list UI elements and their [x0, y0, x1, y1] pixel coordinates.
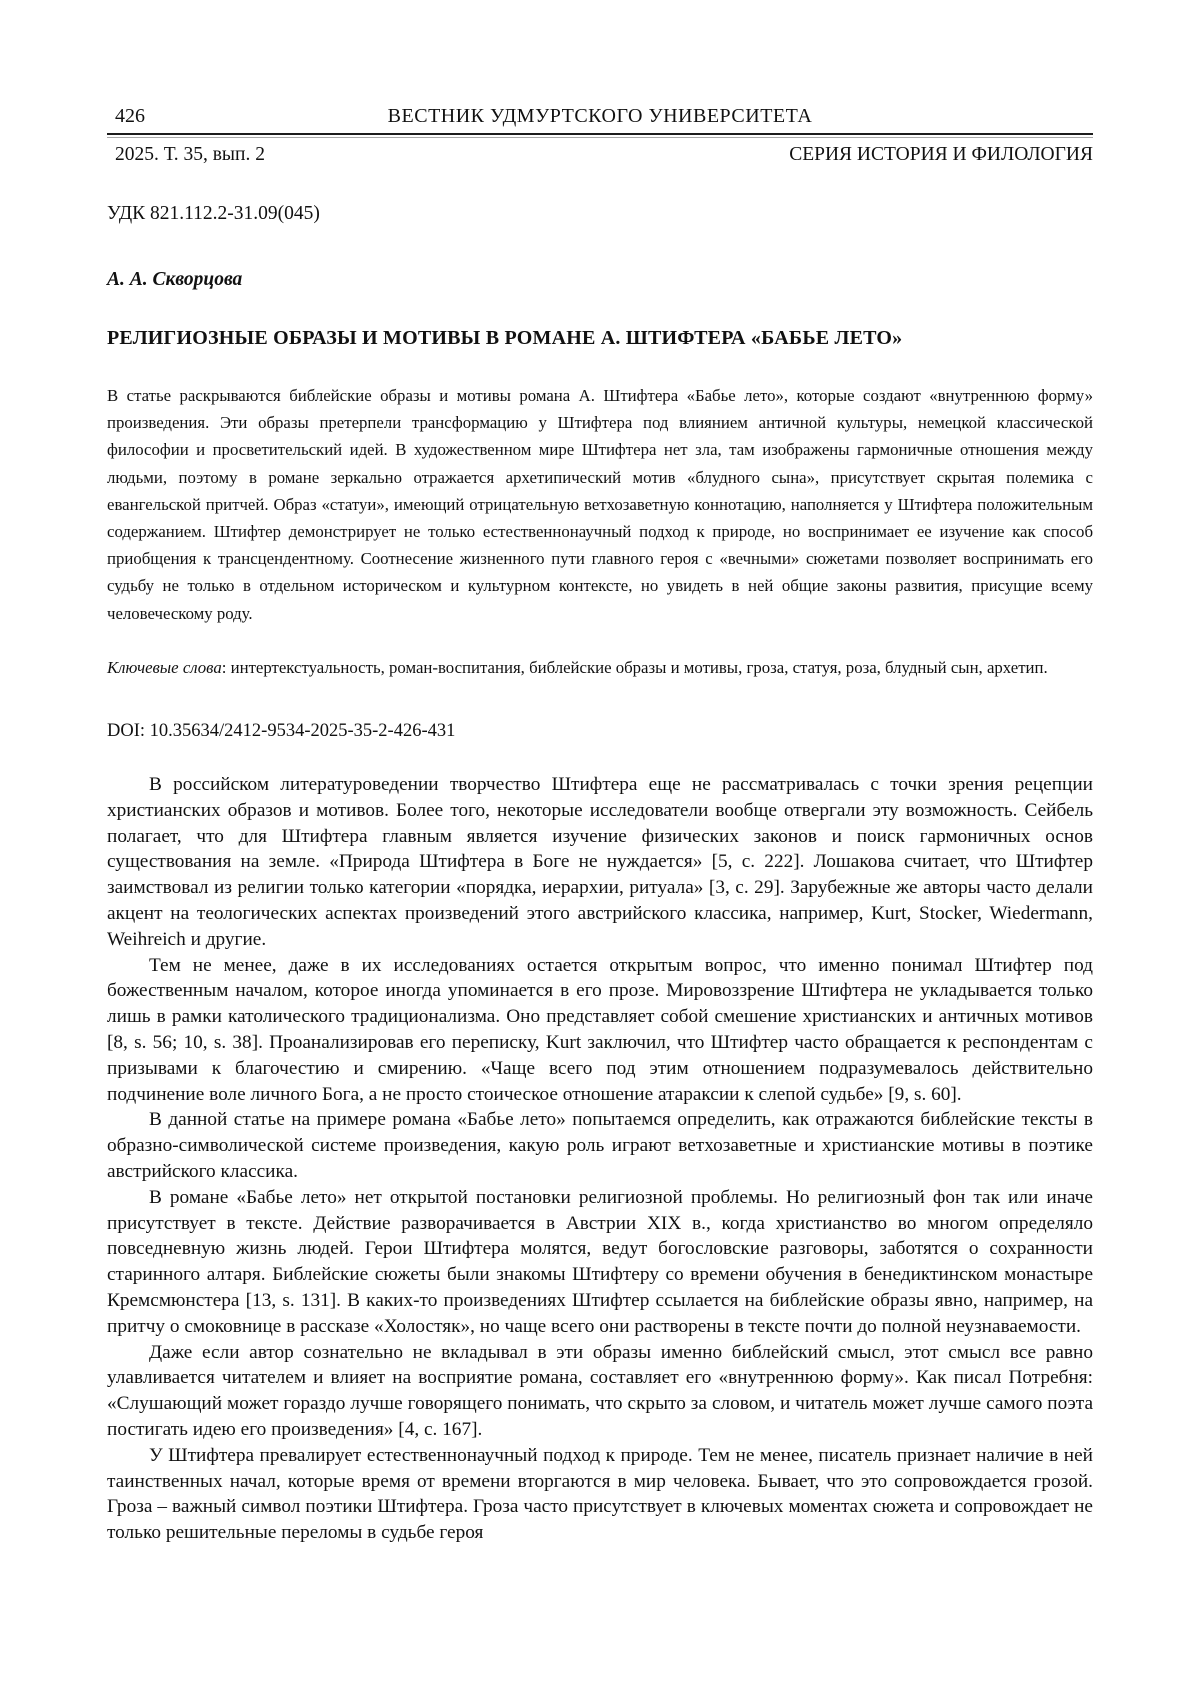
running-head: [107, 104, 1093, 130]
issue-info: 2025. Т. 35, вып. 2: [115, 144, 265, 165]
page-number: 426: [115, 105, 145, 127]
body-paragraph: Даже если автор сознательно не вкладывал в эти образы именно библейский смысл, этот смысл все равно улавливается читателем и влияет на восприятие романа, составляет его «внутреннюю форму». Как писал Потребня: «Слушающий может гораздо лучше говорящего понимать, что скрыто за словом, и читатель может лучше самого поэта постигать идею его произведения» [4, с. 167].: [107, 1341, 1093, 1440]
keywords-label: Ключевые слова: [107, 657, 222, 677]
doi-line: DOI: 10.35634/2412-9534-2025-35-2-426-431: [107, 721, 456, 742]
series-title: СЕРИЯ ИСТОРИЯ И ФИЛОЛОГИЯ: [789, 144, 1093, 165]
keywords-text: : интертекстуальность, роман-воспитания, библейские образы и мотивы, гроза, статуя, роза, блудный сын, архетип.: [221, 657, 1048, 677]
body-paragraph: Тем не менее, даже в их исследованиях остается открытым вопрос, что именно понимал Штифтер под божественным началом, которое иногда упоминается в его прозе. Мировоззрение Штифтера не укладывается только лишь в рамки католического традиционализма. Оно представляет собой смешение христианских и античных мотивов [8, s. 56; 10, s. 38]. Проанализировав его переписку, Kurt заключил, что Штифтер часто обращается к респондентам с призывами к благочестию и смирению. «Чаще всего под этим отношением подразумевалось действительно подчинение воле личного Бога, а не просто стоическое отношение атараксии к слепой судьбе» [9, s. 60].: [107, 954, 1093, 1105]
abstract-text: В статье раскрываются библейские образы и мотивы романа А. Штифтера «Бабье лето», которые создают «внутреннюю форму» произведения. Эти образы претерпели трансформацию у Штифтера под влиянием античной культуры, немецкой классической философии и просветительский идей. В художественном мире Штифтера нет зла, там изображены гармоничные отношения между людьми, поэтому в романе зеркально отражается архетипический мотив «блудного сына», присутствует скрытая полемика с евангельской притчей. Образ «статуи», имеющий отрицательную ветхозаветную коннотацию, наполняется у Штифтера положительным содержанием. Штифтер демонстрирует не только естественнонаучный подход к природе, но воспринимает ее изучение как способ приобщения к трансцендентному. Соотнесение жизненного пути главного героя с «вечными» сюжетами позволяет воспринимать его судьбу не только в отдельном историческом и культурном контексте, но увидеть в ней общие законы развития, присущие всему человеческому роду.: [107, 386, 1093, 623]
keywords-line: [107, 654, 1093, 681]
body-paragraph: В данной статье на примере романа «Бабье лето» попытаемся определить, как отражаются библейские тексты в образно-символической системе произведения, какую роль играют ветхозаветные и христианские мотивы в поэтике австрийского классика.: [107, 1109, 1093, 1182]
author-name: А. А. Скворцова: [107, 269, 243, 290]
journal-title: ВЕСТНИК УДМУРТСКОГО УНИВЕРСИТЕТА: [387, 105, 813, 127]
body-paragraph: У Штифтера превалирует естественнонаучный подход к природе. Тем не менее, писатель признает наличие в ней таинственных начал, которые время от времени вторгаются в мир человека. Бывает, что это сопровождается грозой. Гроза – важный символ поэтики Штифтера. Гроза часто присутствует в ключевых моментах сюжета и сопровождает не только решительные переломы в судьбе героя: [107, 1444, 1093, 1544]
running-head-subline: [107, 143, 1093, 167]
body-paragraph: В романе «Бабье лето» нет открытой постановки религиозной проблемы. Но религиозный фон так или иначе присутствует в тексте. Действие разворачивается в Австрии XIX в., когда христианство во многом определяло повседневную жизнь людей. Герои Штифтера молятся, ведут богословские разговоры, заботятся о сохранности старинного алтаря. Библейские сюжеты были знакомы Штифтеру со времени обучения в бенедиктинском монастыре Кремсмюнстера [13, s. 131]. В каких-то произведениях Штифтер ссылается на библейские образы явно, например, на притчу о смоковнице в рассказе «Холостяк», но чаще всего они растворены в тексте почти до полной неузнаваемости.: [107, 1186, 1093, 1337]
udc-code: УДК 821.112.2-31.09(045): [107, 203, 320, 224]
article-body: [107, 772, 1093, 1546]
article-title: РЕЛИГИОЗНЫЕ ОБРАЗЫ И МОТИВЫ В РОМАНЕ А. ШТИФТЕРА «БАБЬЕ ЛЕТО»: [107, 327, 903, 349]
header-rule: [107, 133, 1093, 138]
body-paragraph: В российском литературоведении творчество Штифтера еще не рассматривалась с точки зрения рецепции христианских образов и мотивов. Более того, некоторые исследователи вообще отвергали эту возможность. Сейбель полагает, что для Штифтера главным является изучение физических законов и поиск гармоничных основ существования на земле. «Природа Штифтера в Боге не нуждается» [5, с. 222]. Лошакова считает, что Штифтер заимствовал из религии только категории «порядка, иерархии, ритуала» [3, с. 29]. Зарубежные же авторы часто делали акцент на теологических аспектах произведений этого австрийского классика, например, Kurt, Stocker, Wiedermann, Weihreich и другие.: [107, 774, 1093, 950]
